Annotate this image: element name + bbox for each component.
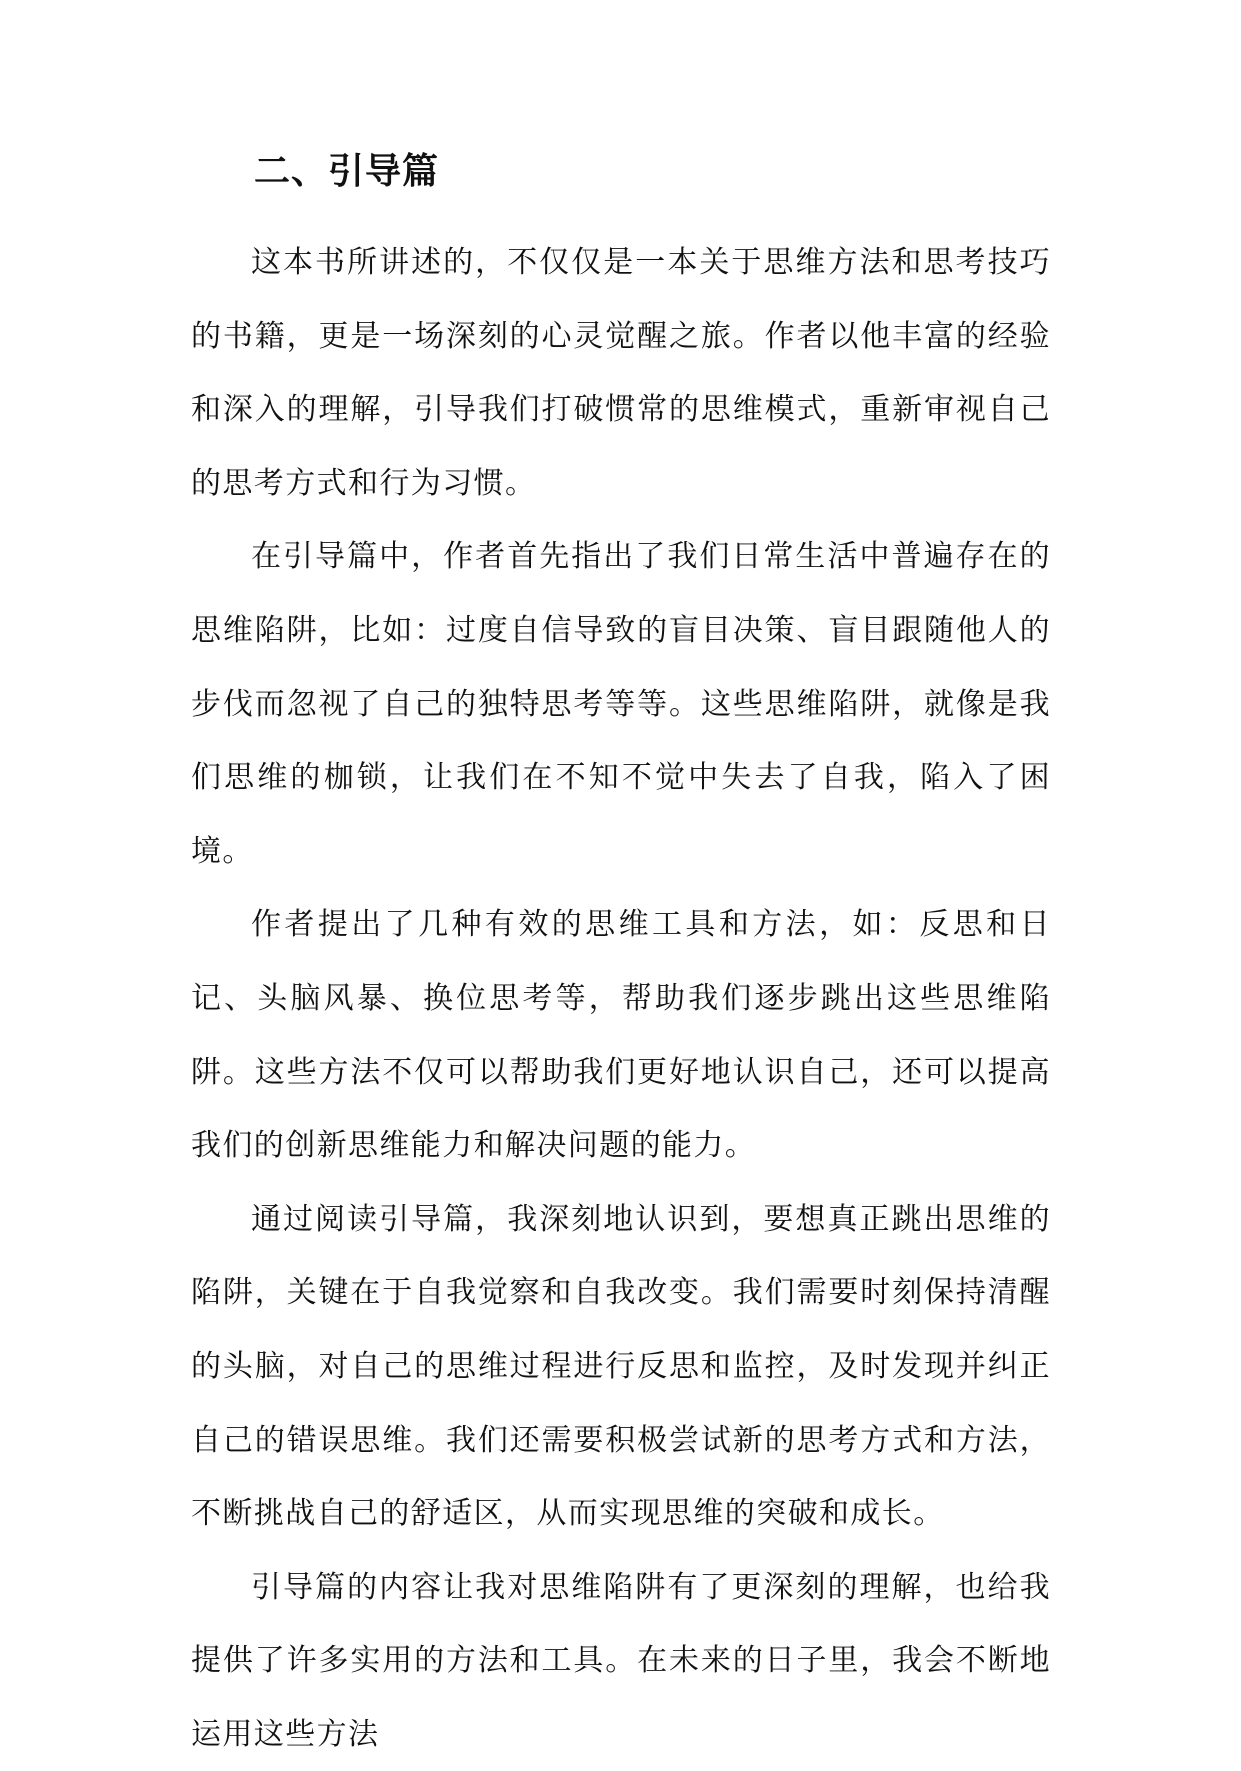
- paragraph: 通过阅读引导篇，我深刻地认识到，要想真正跳出思维的陷阱，关键在于自我觉察和自我改变。我们需要时刻保持清醒的头脑，对自己的思维过程进行反思和监控，及时发现并纠正自己的错误思维。我们还需要积极尝试新的思考方式和方法，不断挑战自己的舒适区，从而实现思维的突破和成长。: [191, 1201, 1051, 1532]
- body-text: [191, 226, 1051, 1771]
- paragraph: 引导篇的内容让我对思维陷阱有了更深刻的理解，也给我提供了许多实用的方法和工具。在未来的日子里，我会不断地运用这些方法: [191, 1569, 1051, 1752]
- paragraph: 在引导篇中，作者首先指出了我们日常生活中普遍存在的思维陷阱，比如：过度自信导致的盲目决策、盲目跟随他人的步伐而忽视了自己的独特思考等等。这些思维陷阱，就像是我们思维的枷锁，让我们在不知不觉中失去了自我，陷入了困境。: [191, 539, 1051, 869]
- paragraph: 作者提出了几种有效的思维工具和方法，如：反思和日记、头脑风暴、换位思考等，帮助我们逐步跳出这些思维陷阱。这些方法不仅可以帮助我们更好地认识自己，还可以提高我们的创新思维能力和解决问题的能力。: [191, 907, 1051, 1164]
- section-heading: 二、引导篇: [254, 151, 440, 192]
- paragraph: 这本书所讲述的，不仅仅是一本关于思维方法和思考技巧的书籍，更是一场深刻的心灵觉醒之旅。作者以他丰富的经验和深入的理解，引导我们打破惯常的思维模式，重新审视自己的思考方式和行为习惯。: [191, 245, 1051, 501]
